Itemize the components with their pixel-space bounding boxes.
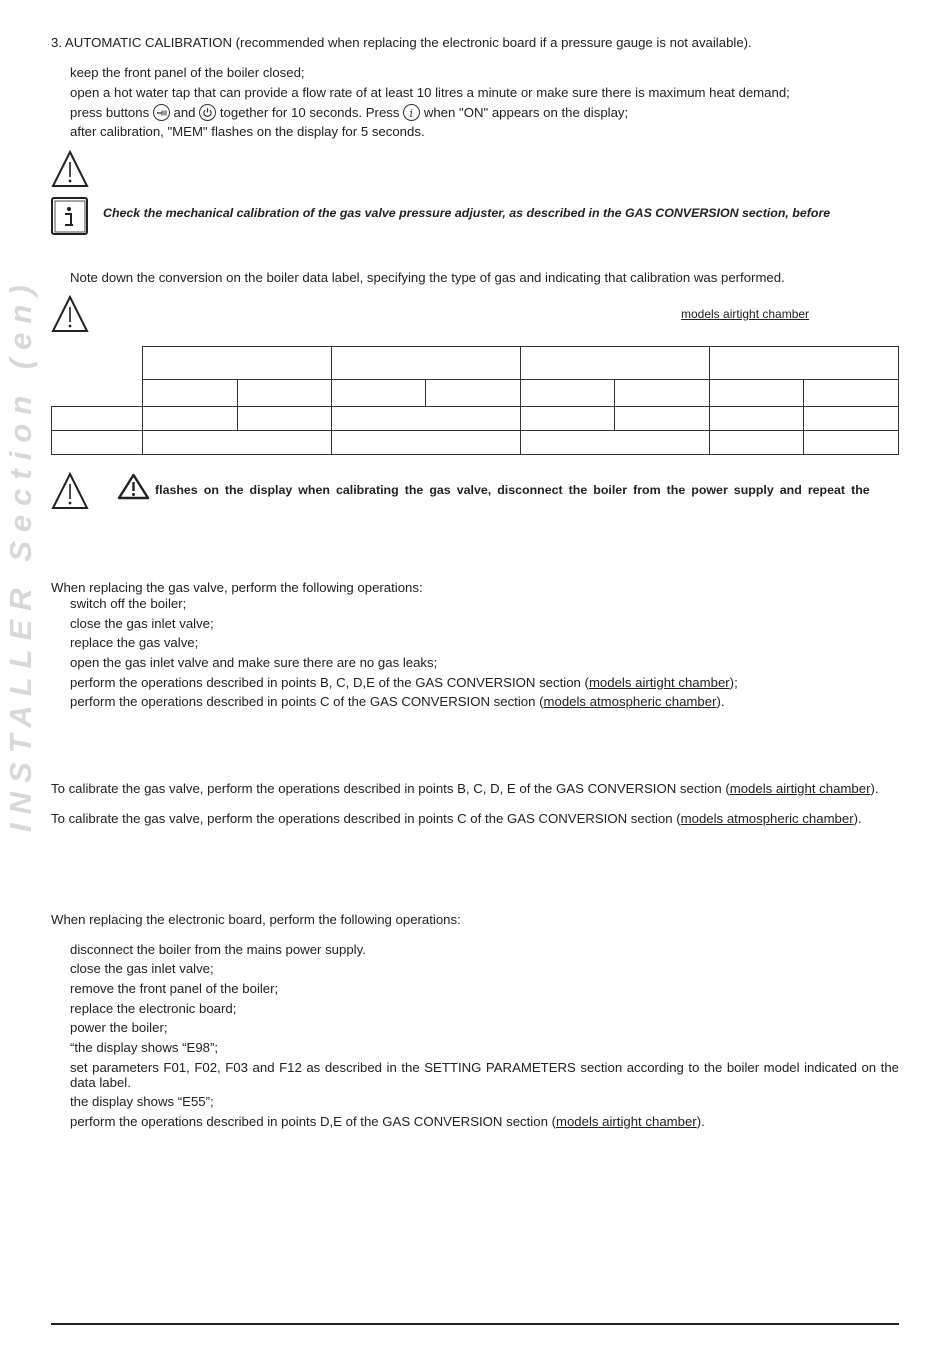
warning-triangle-icon — [51, 295, 89, 333]
board-step-4: replace the electronic board; — [70, 1001, 237, 1016]
table-cell — [804, 407, 899, 431]
atmospheric-chamber-link[interactable]: models atmospheric chamber — [680, 811, 854, 826]
table-cell — [143, 380, 237, 407]
table-cell — [520, 407, 614, 431]
svg-text:i: i — [409, 107, 414, 120]
gas-valve-step-5 — [70, 675, 738, 691]
step3-text-a: press buttons — [70, 105, 150, 120]
table-cell — [520, 347, 709, 380]
warning3-text: flashes on the display when calibrating the gas valve, disconnect the boiler from the power supply and repeat the — [155, 483, 870, 497]
gas-valve-step-4: open the gas inlet valve and make sure there are no gas leaks; — [70, 655, 438, 670]
airtight-chamber-link[interactable]: models airtight chamber — [729, 781, 871, 796]
board-intro: When replacing the electronic board, perform the following operations: — [51, 912, 461, 927]
table-cell — [237, 407, 331, 431]
table-cell — [331, 380, 425, 407]
step3-text-d: when "ON" appears on the display; — [423, 105, 629, 120]
board-step-6: “the display shows “E98”; — [70, 1040, 219, 1055]
gas-valve-step-6 — [70, 694, 725, 710]
sidebar-section-label: INSTALLER Section (en) — [3, 276, 38, 832]
board-step-7: set parameters F01, F02, F03 and F12 as described in the SETTING PARAMETERS section according to the boiler model indicated on the data label. — [70, 1060, 899, 1090]
auto-cal-step-2: open a hot water tap that can provide a flow rate of at least 10 litres a minute or make sure there is maximum heat demand; — [70, 85, 790, 100]
table-cell — [331, 431, 520, 455]
table-cell — [804, 431, 899, 455]
table-cell — [709, 431, 803, 455]
table-cell — [237, 380, 331, 407]
table-cell — [709, 407, 803, 431]
gas-valve-step-1: switch off the boiler; — [70, 596, 187, 611]
auto-cal-step-3 — [70, 104, 628, 121]
table-cell — [804, 380, 899, 407]
step-text: perform the operations described in points C of the GAS CONVERSION section ( — [70, 694, 544, 709]
warning-triangle-icon — [51, 472, 89, 510]
board-step-5: power the boiler; — [70, 1020, 168, 1035]
step-text: ). — [716, 694, 725, 709]
footer-rule — [51, 1323, 899, 1325]
note-conversion: Note down the conversion on the boiler data label, specifying the type of gas and indicating that calibration was performed. — [70, 270, 785, 285]
table-cell — [52, 347, 143, 380]
para-text: ). — [870, 781, 879, 796]
step-text: perform the operations described in points B, C, D,E of the GAS CONVERSION section ( — [70, 675, 589, 690]
table-cell — [615, 380, 709, 407]
info-box-icon — [51, 197, 89, 236]
board-step-3: remove the front panel of the boiler; — [70, 981, 279, 996]
display-warning-icon — [117, 473, 150, 500]
board-step-1: disconnect the boiler from the mains power supply. — [70, 942, 366, 957]
board-step-9 — [70, 1114, 705, 1130]
step3-text-b: and — [173, 105, 196, 120]
gas-valve-step-3: replace the gas valve; — [70, 635, 199, 650]
table-cell — [709, 380, 803, 407]
para-text: To calibrate the gas valve, perform the operations described in points B, C, D, E of the GAS CONVERSION section ( — [51, 781, 730, 796]
step-text: ); — [729, 675, 738, 690]
table-cell — [520, 431, 709, 455]
gas-valve-intro: When replacing the gas valve, perform the following operations: — [51, 580, 423, 595]
gas-valve-step-2: close the gas inlet valve; — [70, 616, 214, 631]
para-text: To calibrate the gas valve, perform the operations described in points C of the GAS CONVERSION section ( — [51, 811, 681, 826]
table-cell — [426, 380, 520, 407]
step-text: perform the operations described in points D,E of the GAS CONVERSION section ( — [70, 1114, 556, 1129]
table-cell — [143, 431, 332, 455]
table-cell — [615, 407, 709, 431]
power-button-icon — [199, 104, 216, 121]
board-step-2: close the gas inlet valve; — [70, 961, 214, 976]
auto-cal-step-4: after calibration, "MEM" flashes on the display for 5 seconds. — [70, 124, 425, 139]
calibration-table — [51, 346, 899, 455]
table-cell — [52, 380, 143, 407]
airtight-chamber-link[interactable]: models airtight chamber — [681, 307, 810, 321]
calibrate-paragraph-1 — [51, 781, 899, 796]
warning-triangle-icon — [51, 150, 89, 188]
calibrate-paragraph-2 — [51, 811, 899, 826]
table-cell — [143, 407, 237, 431]
info-button-icon — [403, 104, 420, 121]
table-cell — [331, 407, 520, 431]
airtight-chamber-link[interactable]: models airtight chamber — [555, 1114, 697, 1129]
table-cell — [52, 407, 143, 431]
table-cell — [143, 347, 332, 380]
step3-text-c: together for 10 seconds. Press — [219, 105, 400, 120]
info-note-text: Check the mechanical calibration of the gas valve pressure adjuster, as described in the GAS CONVERSION section, before — [103, 206, 831, 220]
auto-cal-step-1: keep the front panel of the boiler closed; — [70, 65, 305, 80]
hot-water-button-icon — [153, 104, 170, 121]
table-cell — [52, 431, 143, 455]
auto-calibration-heading: 3. AUTOMATIC CALIBRATION (recommended when replacing the electronic board if a pressure gauge is not available). — [51, 35, 752, 50]
board-step-8: the display shows “E55”; — [70, 1094, 214, 1109]
table-cell — [520, 380, 614, 407]
atmospheric-chamber-link[interactable]: models atmospheric chamber — [543, 694, 717, 709]
airtight-chamber-link[interactable]: models airtight chamber — [588, 675, 730, 690]
para-text: ). — [853, 811, 862, 826]
table-cell — [331, 347, 520, 380]
step-text: ). — [696, 1114, 705, 1129]
table-cell — [709, 347, 898, 380]
